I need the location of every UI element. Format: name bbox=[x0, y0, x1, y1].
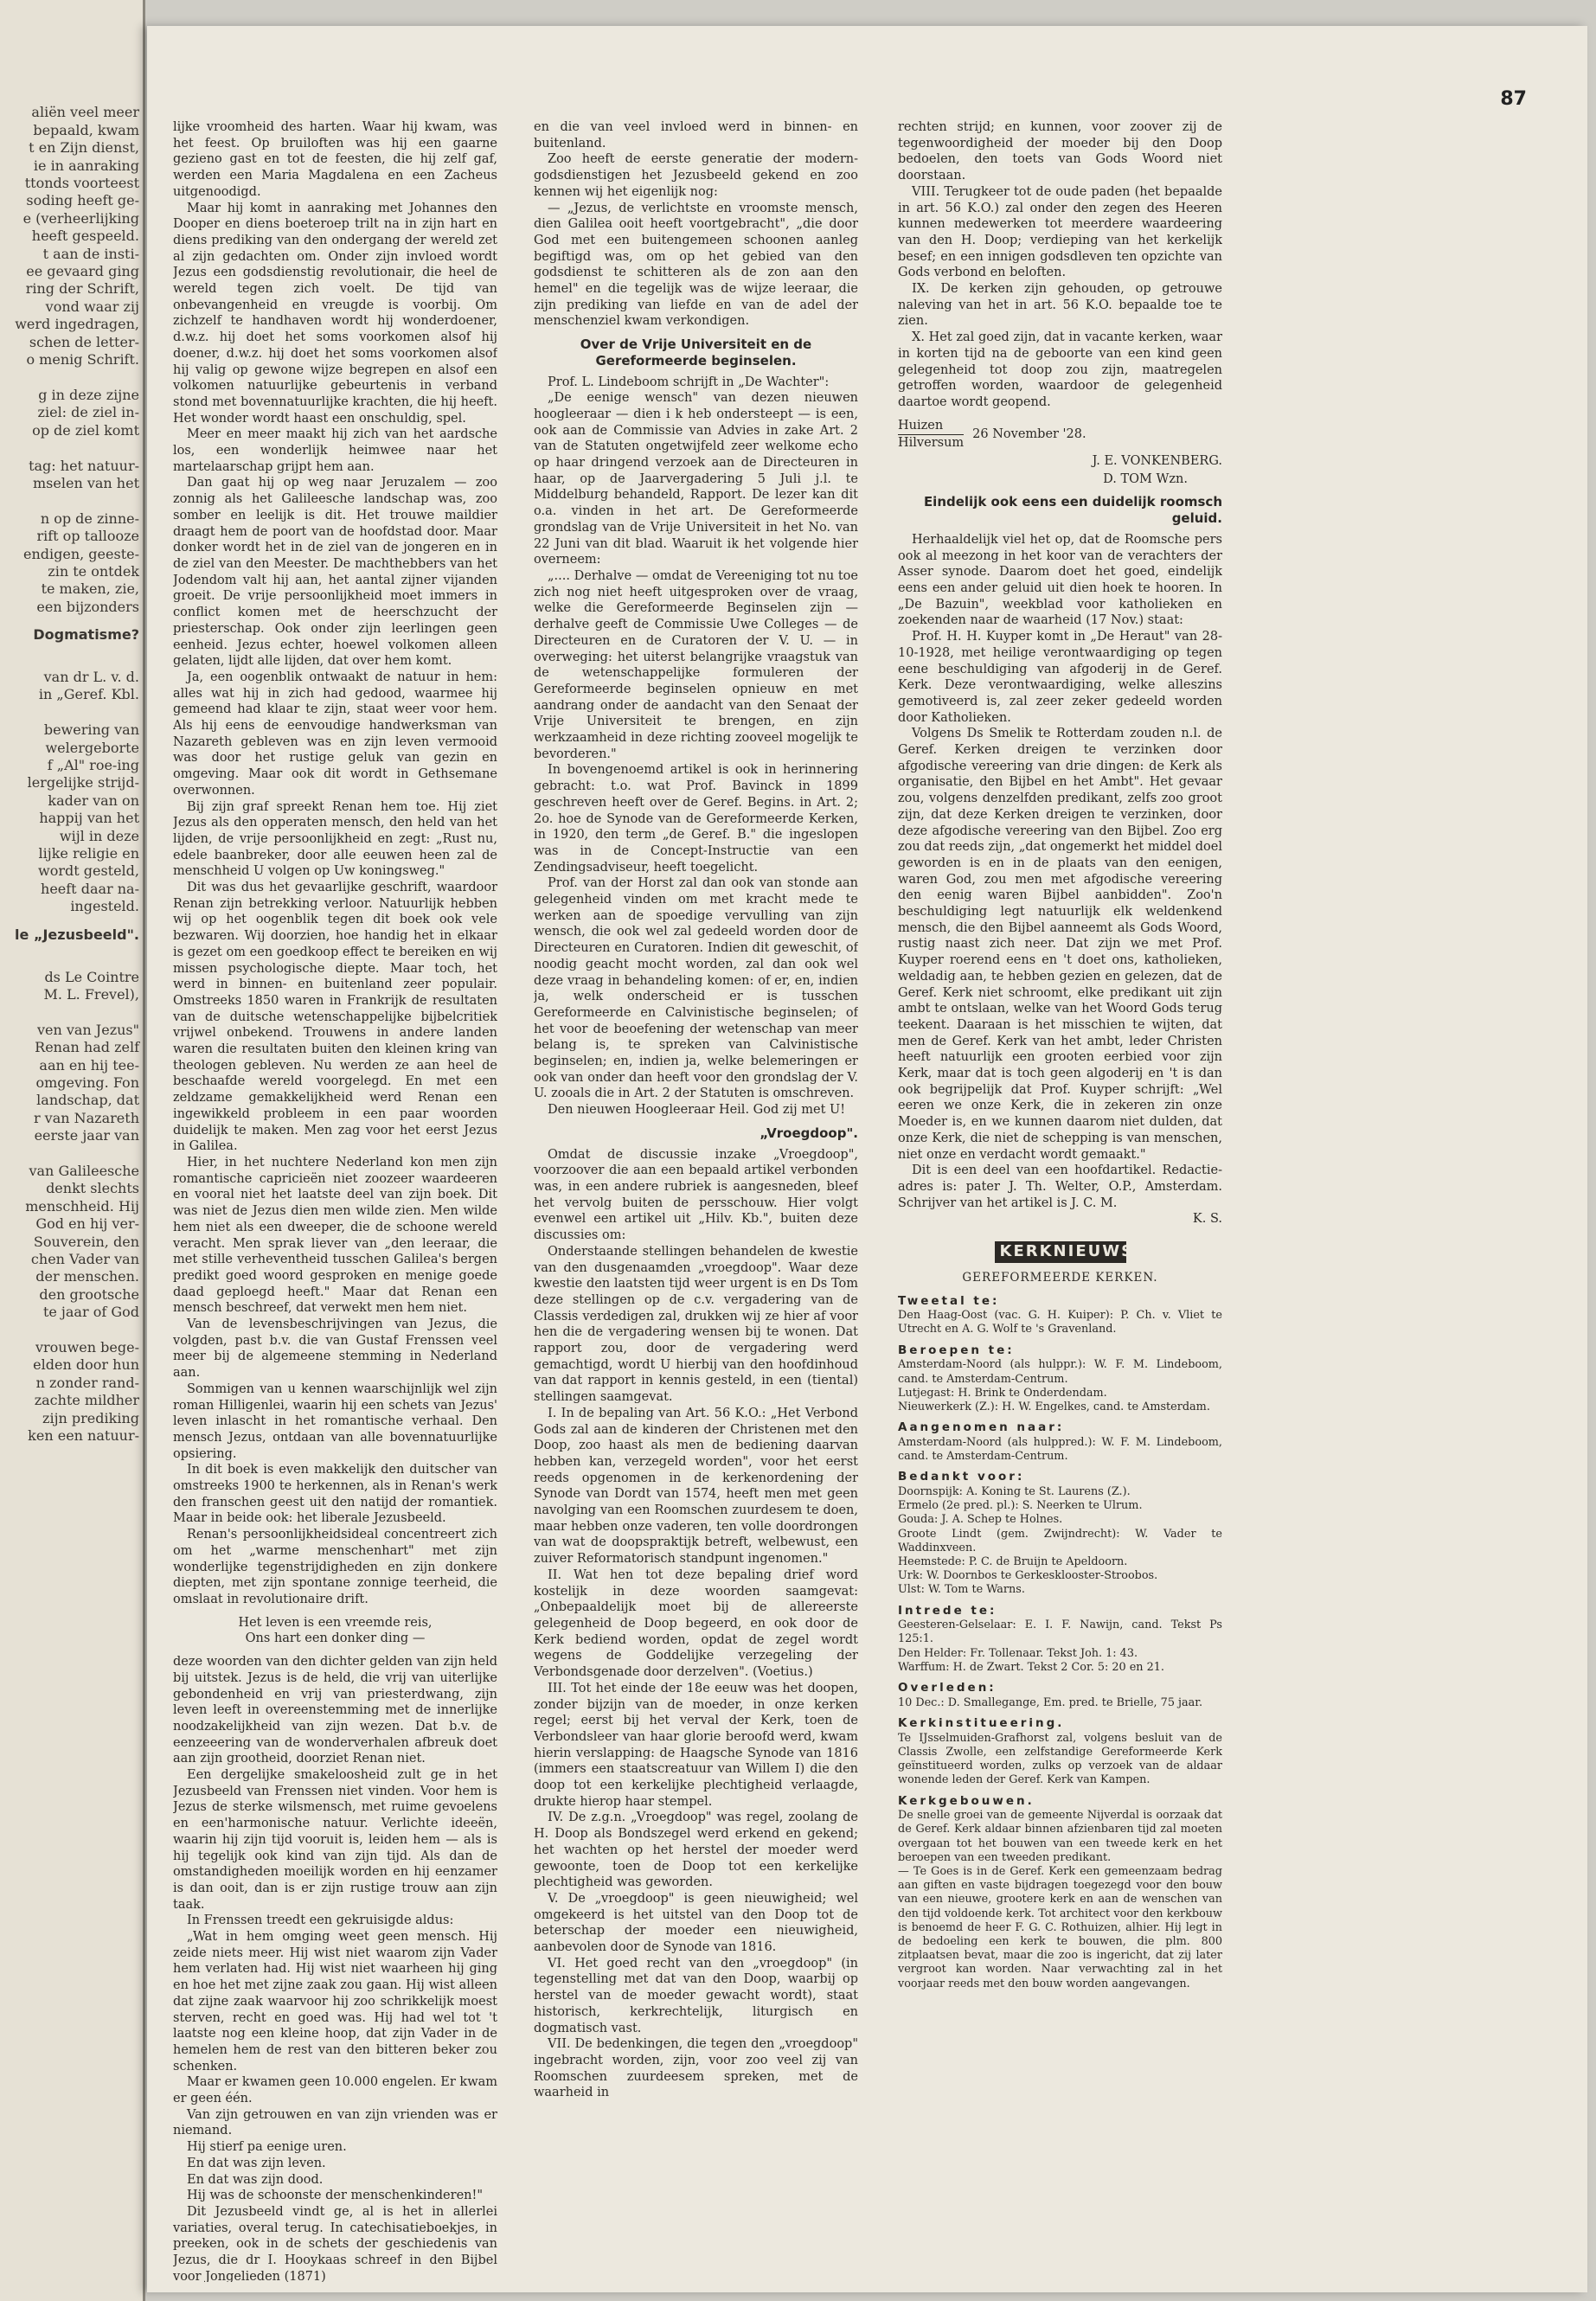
news-item: Den Haag-Oost (vac. G. H. Kuiper): P. Ch. v. Vliet te Utrecht en A. G. Wolf te 's Gravenland. bbox=[898, 1309, 1222, 1336]
article-heading-vrije-universiteit: Over de Vrije Universiteit en de Gereformeerde beginselen. bbox=[580, 336, 812, 369]
news-category: Kerkgebouwen. bbox=[898, 1793, 1035, 1808]
news-category: Kerkinstitueering. bbox=[898, 1716, 1065, 1730]
paragraph: „.... Derhalve — omdat de Vereeniging tot nu toe zich nog niet heeft uitgesproken over de vraag, welke die Gereformeerde Beginselen zijn — derhalve geeft de Commissie Uwe Colleges — de Directeuren en de Curatoren der V. U. — in overweging: het uiterst belangrijke vraagstuk van de wetenschappelijke formuleren der Gereformeerde beginselen opnieuw en met aandrang onder de aandacht van den Senaat der Vrije Universiteit te brengen, en zijn werkzaamheid in deze richting zooveel mogelijk te bevorderen." bbox=[534, 568, 858, 761]
paragraph: I. In de bepaling van Art. 56 K.O.: „Het Verbond Gods zal aan de kinderen der Christenen met den Doop, zoo haast als men de bediening daarvan hebben kan, verzegeld worden", voor het eerst reeds opgenomen in de kerkenordening der Synode van Dordt van 1574, heeft men met geen navolging van een Roomschen zuurdesem te doen, maar hebben onze vaderen, ten volle doordrongen van wat de doopspraktijk betreft, welbewust, een zuiver Reformatorisch standpunt ingenomen." bbox=[534, 1406, 858, 1567]
paragraph: VII. De bedenkingen, die tegen den „vroegdoop" ingebracht worden, zijn, voor zoo veel zij van Roomschen zuurdeesem spreken, met de waarheid in bbox=[534, 2037, 858, 2100]
paragraph: V. De „vroegdoop" is geen nieuwigheid; wel omgekeerd is het uitstel van den Doop tot de beterschap der moeder een nieuwigheid, aanbevolen door de Synode van 1816. bbox=[534, 1891, 858, 1955]
paragraph: „Wat in hem omging weet geen mensch. Hij zeide niets meer. Hij wist niet waarom zijn Vader hem verlaten had. Hij wist niet waarheen hij ging en hoe het met zijne zaak zou gaan. Hij wist alleen dat zijne zaak waarvoor hij zoo schrikkelijk moest sterven, recht en goed was. Hij had wel tot 't laatste nog een kleine hoop, dat zijn Vader in de hemelen hem de rest van den bitteren beker zou schenken. bbox=[173, 1930, 497, 2073]
paragraph: Van de levensbeschrijvingen van Jezus, die volgden, past b.v. die van Gustaf Frenssen veel meer bij de algemeene stemming in Nederland aan. bbox=[173, 1317, 497, 1381]
paragraph: En dat was zijn dood. bbox=[187, 2172, 324, 2187]
paragraph: IX. De kerken zijn gehouden, op getrouwe naleving van het in art. 56 K.O. bepaalde toe te zien. bbox=[898, 282, 1222, 329]
news-item: Amsterdam-Noord (als hulppr.): W. F. M. Lindeboom, cand. te Amsterdam-Centrum. Lutjegast: H. Brink te Onderdendam. Nieuwerkerk (Z.): H. W. Engelkes, cand. te Amsterdam. bbox=[898, 1358, 1222, 1413]
verse-line: Ons hart een donker ding — bbox=[245, 1631, 426, 1646]
paragraph: Onderstaande stellingen behandelen de kwestie van den dusgenaamden „vroegdoop". Waar deze kwestie den laatsten tijd weer urgent is en Ds Tom deze stellingen op de c.v. vergadering van de Classis verdedigen zal, drukken wij ze hier af voor hen die de vergadering wensen bij te wonen. Dat rapport zou, door de vergadering werd gemachtigd, wordt U hierbij van den hoofdinhoud van dat rapport in kennis gesteld, in een (tiental) stellingen saamgevat. bbox=[534, 1244, 858, 1405]
signature: D. TOM Wzn. bbox=[1103, 471, 1188, 486]
paragraph: Dan gaat hij op weg naar Jeruzalem — zoo zonnig als het Galileesche landschap was, zoo somber en leelijk is dit. Het trouwe maildier draagt hem de poort van de hoofdstad door. Maar donker wordt het in de ziel van de jongeren en in de ziel van den Meester. De machthebbers van het Jodendom valt hij aan, het aantal zijner vijanden groeit. De vrije persoonlijkheid moet immers in conflict komen met de heerschzucht der priesterschap. Ook onder zijn leerlingen geen eenheid. Jezus echter, hoewel volkomen alleen gelaten, lijdt alle lijden, dat over hem komt. bbox=[173, 476, 497, 669]
dateline-place-top: Huizen bbox=[898, 418, 964, 436]
column-1 bbox=[173, 119, 497, 2282]
paragraph: rechten strijd; en kunnen, voor zoover zij de tegenwoordigheid der moeder bij den Doop bedoelen, den toets van Gods Woord niet doorstaan. bbox=[898, 120, 1222, 183]
news-category: Bedankt voor: bbox=[898, 1470, 1025, 1484]
news-item: Te IJsselmuiden-Grafhorst zal, volgens besluit van de Classis Zwolle, een zelfstandige Gereformeerde Kerk geïnstitueerd worden, zulks op verzoek van de aldaar wonende leden der Geref. Kerk van Kampen. bbox=[898, 1731, 1222, 1787]
paragraph: Sommigen van u kennen waarschijnlijk wel zijn roman Hilligenlei, waarin hij een schets van Jezus' leven inlascht in het romantische verhaal. Den mensch Jezus, ontdaan van alle bovennatuurlijke opsiering. bbox=[173, 1381, 497, 1461]
paragraph: „De eenige wensch" van dezen nieuwen hoogleeraar — dien i k heb ondersteept — is een, ook aan de Commissie van Advies in zake Art. 2 van de Statuten ongetwijfeld zeer welkome echo op haar dringend verzoek aan de Directeuren in haar, op de Jaarvergadering 5 Juli j.l. te Middelburg behandeld, Rapport. De lezer kan dit o.a. vinden in het art. De Gereformeerde grondslag van de Vrije Universiteit in het No. van 22 Juni van dit blad. Waaruit ik het volgende hier overneem: bbox=[534, 391, 858, 567]
news-category: Intrede te: bbox=[898, 1603, 997, 1618]
paragraph: Omdat de discussie inzake „Vroegdoop", voorzoover die aan een bepaald artikel verbonden was, in een andere rubriek is aangesneden, bleef het vervolg buiten de persschouw. Hier volgt evenwel een artikel uit „Hilv. Kb.", buiten deze discussies om: bbox=[534, 1147, 858, 1243]
paragraph: Hij was de schoonste der menschenkinderen!" bbox=[187, 2189, 483, 2203]
verse-line: Het leven is een vreemde reis, bbox=[238, 1615, 433, 1630]
author-initials: K. S. bbox=[1192, 1212, 1222, 1227]
strip-text-1: aliën veel meer bepaald, kwam t en Zijn dienst, ie in aanraking ttonds voorteest soding heeft ge- e (verheerlijking heeft gespeeld. t aan de insti- ee gevaard ging ring der Schrift, vond waar zij werd ingedragen, schen de letter- o menig Schrift. g in deze zijne ziel: de ziel in- op de ziel komt tag: het natuur- mselen van het n op de zinne- rift op tallooze endigen, geeste- zin te ontdek te maken, zie, een bijzonders bbox=[15, 104, 139, 615]
strip-heading-jezusbeeld: le „Jezusbeeld". bbox=[15, 926, 139, 943]
paragraph: In Frenssen treedt een gekruisigde aldus: bbox=[187, 1913, 454, 1928]
news-item: 10 Dec.: D. Smallegange, Em. pred. te Brielle, 75 jaar. bbox=[898, 1695, 1203, 1709]
paragraph: Den nieuwen Hoogleeraar Heil. God zij met U! bbox=[548, 1103, 846, 1118]
article-heading-vroegdoop: „Vroegdoop". bbox=[760, 1125, 858, 1141]
dateline-date: 26 November '28. bbox=[972, 426, 1086, 441]
paragraph: Prof. L. Lindeboom schrijft in „De Wachter": bbox=[548, 375, 830, 389]
page-number: 87 bbox=[1500, 88, 1527, 110]
paragraph: VI. Het goed recht van den „vroegdoop" (in tegenstelling met dat van den Doop, waarbij op herstel van de moeder gewacht wordt), staat historisch, kerkrechtelijk, liturgisch en dogmatisch vast. bbox=[534, 1956, 858, 2035]
paragraph: Maar hij komt in aanraking met Johannes den Dooper en diens boeteroep trilt na in zijn hart en diens prediking van den ondergang der wereld zet al zijn gedachten om. Onder zijn invloed wordt Jezus een godsdienstig revolutionair, die heel de wereld tegen zich voelt. De tijd van onbevangenheid en vreugde is voorbij. Om zichzelf te handhaven wordt hij wonderdoener, d.w.z. hij doet het soms voorkomen alsof hij doener, d.w.z. hij doet het soms voorkomen alsof hij valig op gewone wijze begrepen en alsof een volkomen natuurlijke gebeurtenis in verband stond met bovennatuurlijke krachten, die hij heeft. Het wonder wordt haast een onschuldig, spel. bbox=[173, 201, 497, 426]
newspaper-page bbox=[147, 26, 1587, 2292]
paragraph: In bovengenoemd artikel is ook in herinnering gebracht: t.o. wat Prof. Bavinck in 1899 geschreven heeft over de Geref. Begins. in Art. 2; 2o. hoe de Synode van de Gereformeerde Kerken, in 1920, den term „de Geref. B." die ingeslopen was in de Concept-Instructie van een Zendingsadviseur, heeft toegelicht. bbox=[534, 763, 858, 875]
news-item: Geesteren-Gelselaar: E. I. F. Nawijn, cand. Tekst Ps 125:1. Den Helder: Fr. Tollenaar. Tekst Joh. 1: 43. Warffum: H. de Zwart. Tekst 2 Cor. 5: 20 en 21. bbox=[898, 1618, 1222, 1674]
paragraph: Maar er kwamen geen 10.000 engelen. Er kwam er geen één. bbox=[173, 2075, 497, 2106]
adjacent-page-strip bbox=[0, 0, 145, 2301]
news-category: Tweetal te: bbox=[898, 1293, 1000, 1308]
paragraph: II. Wat hen tot deze bepaling drief word kostelijk in deze woorden saamgevat: „Onbepaaldelijk moet bij de allereerste gelegenheid de Doop begeerd, en ook door de Kerk bediend worden, opdat de zegel wordt wegens de Goddelijke verzegeling der Verbondsgenade door derzelven". (Voetius.) bbox=[534, 1567, 858, 1680]
section-subheading: GEREFORMEERDE KERKEN. bbox=[962, 1270, 1158, 1285]
paragraph: Hier, in het nuchtere Nederland kon men zijn romantische capricieën niet zoozeer waardeeren en vooral niet het laatste deel van zijn boek. Dit was niet de Jezus dien men wilde zien. Men wilde hem niet als een dweeper, die de schoone wereld veracht. Men sprak liever van „den leeraar, die met stille verheventheid tusschen Galilea's bergen predikt goed woord gesproken en menige goede daad geploegd heeft." Maar dat Renan een mensch beschreef, dat verwekt men hem niet. bbox=[173, 1156, 497, 1316]
paragraph: X. Het zal goed zijn, dat in vacante kerken, waar in korten tijd na de geboorte van een kind geen gelegenheid tot doop zou zijn, maatregelen getroffen worden, waardoor de gelegenheid daartoe wordt geopend. bbox=[898, 330, 1222, 409]
news-item: Amsterdam-Noord (als hulppred.): W. F. M. Lindeboom, cand. te Amsterdam-Centrum. bbox=[898, 1435, 1222, 1464]
column-3 bbox=[898, 119, 1222, 2282]
paragraph: Volgens Ds Smelik te Rotterdam zouden n.l. de Geref. Kerken dreigen te verzinken door afgodische vereering van drie dingen: de Kerk als organisatie, den Bijbel en het Ambt". Het gevaar zou, volgens denzelfden predikant, zelfs zoo groot zijn, dat deze Kerken dreigen te verzinken, door deze afgodische vereering van den Bijbel. Zoo erg zou dat reeds zijn, „dat ongemerkt het middel doel geworden is en in de plaats van den eenigen, waren God, zou men met afgodische vereering den eenig waren Bijbel aanbidden". Zoo'n beschuldiging legt natuurlijk elk weldenkend mensch, die den Bijbel aanneemt als Gods Woord, rustig naast zich neer. Dat zijn we met Prof. Kuyper roerend eens en 't doet ons, katholieken, weldadig aan, te hebben gezien en gelezen, dat de Geref. Kerk niet schroomt, elke predikant uit zijn ambt te ontslaan, welke van het Woord Gods terug teekent. Daaraan is het misschien te wijten, dat men de Geref. Kerk van het ambt, leder Christen heeft natuurlijk een grooten eerbied voor zijn Kerk, maar dat is toch geen algoderij en 't is dan ook begrijpelijk dat Prof. Kuyper schrijft: „Wel eeren we onze Kerk, die in zekeren zin onze Moeder is, en we kunnen daarom niet dulden, dat onze Kerk, die niet de schepping is van menschen, niet onze en verdacht wordt gemaakt." bbox=[898, 727, 1222, 1162]
dateline bbox=[898, 418, 1222, 452]
paragraph: In dit boek is even makkelijk den duitscher van omstreeks 1900 te herkennen, als in Renan's werk den franschen geest uit den natijd der romantiek. Maar in beide ook: het liberale Jezusbeeld. bbox=[173, 1463, 497, 1526]
article-heading-roomsch-geluid: Eindelijk ook eens een duidelijk roomsch geluid. bbox=[923, 494, 1222, 527]
dateline-place-bottom: Hilversum bbox=[898, 436, 965, 451]
column-2 bbox=[534, 119, 858, 2282]
paragraph: Dit was dus het gevaarlijke geschrift, waardoor Renan zijn betrekking verloor. Natuurlijk hebben wij op het oogenblik tegen dit boek ook vele bezwaren. Wij doorzien, hoe handig het in elkaar is gezet om een goedkoop effect te bereiken en wij missen psychologische diepte. Maar toch, het werd in binnen- en buitenland zeer populair. Omstreeks 1850 waren in Frankrijk de resultaten van de duitsche wetenschappelijke bijbelcritiek vrijwel onbekend. Trouwens in andere landen waren die resultaten buiten den kleinen kring van theologen gebleven. Nu werden ze aan heel de beschaafde wereld voorgelegd. En met een zeldzame gemakkelijkheid werd Renan een ingewikkeld probleem in een paar woorden duidelijk te maken. Men zag voor het eerst Jezus in Galilea. bbox=[173, 881, 497, 1154]
paragraph: en die van veel invloed werd in binnen- en buitenland. bbox=[534, 120, 858, 151]
news-item: De snelle groei van de gemeente Nijverdal is oorzaak dat de Geref. Kerk aldaar binnen afzienbaren tijd zal moeten overgaan tot het bouwen van een tweede kerk en het beroepen van een tweeden predikant. — Te Goes is in de Geref. Kerk een gemeenzaam bedrag aan giften en vaste bijdragen toegezegd voor den bouw van een nieuwe, grootere kerk en aan de wenschen van den tijd voldoende kerk. Tot architect voor den kerkbouw is benoemd de heer F. G. C. Rothuizen, alhier. Hij legt in de bedoeling een kerk te bouwen, die plm. 800 zitplaatsen bevat, maar die zoo is ingericht, dat zij later vergroot kan worden. Naar verwachting zal in het voorjaar reeds met den bouw worden aangevangen. bbox=[898, 1809, 1222, 1990]
paragraph: Hij stierf pa eenige uren. bbox=[187, 2140, 347, 2155]
paragraph: Zoo heeft de eerste generatie der modern-godsdienstigen het Jezusbeeld gekend en zoo kennen wij het eigenlijk nog: bbox=[534, 152, 858, 199]
paragraph: Prof. H. H. Kuyper komt in „De Heraut" van 28-10-1928, met heilige verontwaardiging op tegen eene beschuldiging van afgoderij in de Geref. Kerk. Deze verontwaardiging, welke alleszins gemotiveerd is, zal zeer zeker gedeeld worden door Katholieken. bbox=[898, 630, 1222, 725]
paragraph: IV. De z.g.n. „Vroegdoop" was regel, zoolang de H. Doop als Bondszegel werd erkend en gekend; het wachten op het herstel der moeder werd gewoonte, toen de Doop tot een kerkelijke plechtigheid was geworden. bbox=[534, 1811, 858, 1890]
news-category: Aangenomen naar: bbox=[898, 1420, 1065, 1435]
signature: J. E. VONKENBERG. bbox=[1092, 454, 1222, 469]
paragraph: En dat was zijn leven. bbox=[187, 2156, 326, 2170]
strip-text-2: van dr L. v. d. in „Geref. Kbl. bewering van welergeborte f „Al" roe-ing lergelijke strijd- kader van on happij van het wijl in deze lijke religie en wordt gesteld, heeft daar na- ingesteld. bbox=[27, 669, 139, 915]
paragraph: Meer en meer maakt hij zich van het aardsche los, een wonderlijk heimwee naar het martelaarschap grijpt hem aan. bbox=[173, 427, 497, 474]
paragraph: Renan's persoonlijkheidsideal concentreert zich om het „warme menschenhart" met zijn wonderlijke tegenstrijdigheden en zijn donkere diepten, met zijn spontane zonnige teerheid, die omslaat in revolutionaire drift. bbox=[173, 1528, 497, 1606]
paragraph: lijke vroomheid des harten. Waar hij kwam, was het feest. Op bruiloften was hij een gaarne gezieno gast en tot de feesten, die hij zelf gaf, werden een Maria Magdalena en een Zacheus uitgenoodigd. bbox=[173, 120, 497, 199]
paragraph: III. Tot het einde der 18e eeuw was het doopen, zonder bijzijn van de moeder, in onze kerken regel; eerst bij het verval der Kerk, toen de Verbondsleer van haar glorie beroofd werd, kwam hierin verslapping: de Haagsche Synode van 1816 (immers een staatscreatuur van Willem I) die den doop tot een kerkelijke plechtigheid verlaagde, drukte hierop haar stempel. bbox=[534, 1681, 858, 1809]
paragraph: deze woorden van den dichter gelden van zijn held bij uitstek. Jezus is de held, die vrij van uiterlijke gebondenheid en vrij van priesterdwang, zijn leven leeft in overeenstemming met de innerlijke noodzakelijkheid van zijn wezen. Dat b.v. de eenzeeering van de wonderverhalen afbreuk doet aan zijn grootheid, doorziet Renan niet. bbox=[173, 1655, 497, 1766]
paragraph: — „Jezus, de verlichtste en vroomste mensch, dien Galilea ooit heeft voortgebracht", „die door God met een buitengemeen schoonen aanleg begiftigd was, om op het gebied van den godsdienst te schitteren als de zon aan den hemel" en die tegelijk was de wijze leeraar, die zijn prediking van liefde en van de adel der menschenziel kwam verkondigen. bbox=[534, 201, 858, 329]
news-category: Beroepen te: bbox=[898, 1343, 1015, 1357]
paragraph: VIII. Terugkeer tot de oude paden (het bepaalde in art. 56 K.O.) zal onder den zegen des Heeren kunnen medewerken tot meerdere waardeering van den H. Doop; verdieping van het kerkelijk besef; en een innigen godsdleven ten opzichte van Gods verbond en beloften. bbox=[898, 184, 1222, 280]
paragraph: Bij zijn graf spreekt Renan hem toe. Hij ziet Jezus als den opperaten mensch, den held van het lijden, de vrije persoonlijkheid en zegt: „Rust nu, edele baanbreker, door alle eeuwen heen zal de menschheid U volgen op Uw koningsweg." bbox=[173, 799, 497, 879]
strip-heading-dogmatisme: Dogmatisme? bbox=[33, 626, 139, 644]
paragraph: Van zijn getrouwen en van zijn vrienden was er niemand. bbox=[173, 2107, 497, 2138]
paragraph: Dit Jezusbeeld vindt ge, al is het in allerlei variaties, overal terug. In catechisatieboekjes, in preeken, ook in de schets der geschiedenis van Jezus, die dr I. Hooykaas schreef in den Bijbel voor Jongelieden (1871) bbox=[173, 2205, 497, 2282]
paragraph: Een dergelijke smakeloosheid zult ge in het Jezusbeeld van Frenssen niet vinden. Voor hem is Jezus de sterke wilsmensch, met ruime gevoelens en een'harmonische natuur. Verlichte ideeën, waarin hij zijn tijd vooruit is, leiden hem — als is hij tegelijk ook kind van zijn tijd. Als dan de omstandigheden moeilijk worden en hij eenzamer is dan ooit, dan is er zijn rustige trouw aan zijn taak. bbox=[173, 1768, 497, 1912]
news-item: Doornspijk: A. Koning te St. Laurens (Z.). Ermelo (2e pred. pl.): S. Neerken te Ulrum. Gouda: J. A. Schep te Holnes. Groote Lindt (gem. Zwijndrecht): W. Vader te Waddinxveen. Heemstede: P. C. de Bruijn te Apeldoorn. Urk: W. Doornbos te Gerkesklooster-Stroobos. Ulst: W. Tom te Warns. bbox=[898, 1484, 1222, 1597]
news-category: Overleden: bbox=[898, 1681, 997, 1695]
kerknieuws-banner: KERKNIEUWS. bbox=[995, 1241, 1126, 1263]
strip-text-3: ds Le Cointre M. L. Frevel), ven van Jezus" Renan had zelf aan en hij tee- omgeving. Fon landschap, dat r van Nazareth eerste jaar van van Galileesche denkt slechts menschheid. Hij God en hij ver- Souverein, den chen Vader van der menschen. den grootsche te jaar of God vrouwen bege- elden door hun n zonder rand- zachte mildher zijn prediking ken een natuur- bbox=[25, 968, 139, 1445]
adjacent-page-text bbox=[10, 87, 139, 1445]
paragraph: Herhaaldelijk viel het op, dat de Roomsche pers ook al meezong in het koor van de verachters der Asser synode. Daarom doet het goed, eindelijk eens een ander geluid uit dien hoek te hooren. In „De Bazuin", weekblad voor katholieken en zoekenden naar de waarheid (17 Nov.) staat: bbox=[898, 532, 1222, 628]
paragraph: Prof. van der Horst zal dan ook van stonde aan gelegenheid vinden om met kracht mede te werken aan de spoedige vervulling van zijn wensch, die ook wel zal gedeeld worden door de Directeuren en Curatoren. Indien dit geweschit, of noodig geacht mocht worden, zal dan ook wel deze vraag in behandeling komen: of er, en, indien ja, welk onderscheid er is tusschen Gereformeerde en Calvinistische beginselen; of het voor de beoefening der wetenschap van meer belang is, te spreken van Calvinistische beginselen; en, indien ja, welke belemeringen er ook van onder dan heeft voor den grondslag der V. U. zooals die in Art. 2 der Statuten is omschreven. bbox=[534, 876, 858, 1101]
paragraph: Dit is een deel van een hoofdartikel. Redactie-adres is: pater J. Th. Welter, O.P., Amsterdam. Schrijver van het artikel is J. C. M. bbox=[898, 1163, 1222, 1210]
paragraph: Ja, een oogenblik ontwaakt de natuur in hem: alles wat hij in zich had gedood, waarmee hij gemeend had klaar te zijn, staat weer voor hem. Als hij eens de eenvoudige handwerksman van Nazareth gebleven was en zijn leven vermooid was door het rustige geluk van gezin en omgeving. Maar ook dit wordt in Gethsemane overwonnen. bbox=[173, 670, 497, 798]
dateline-places bbox=[898, 418, 964, 452]
